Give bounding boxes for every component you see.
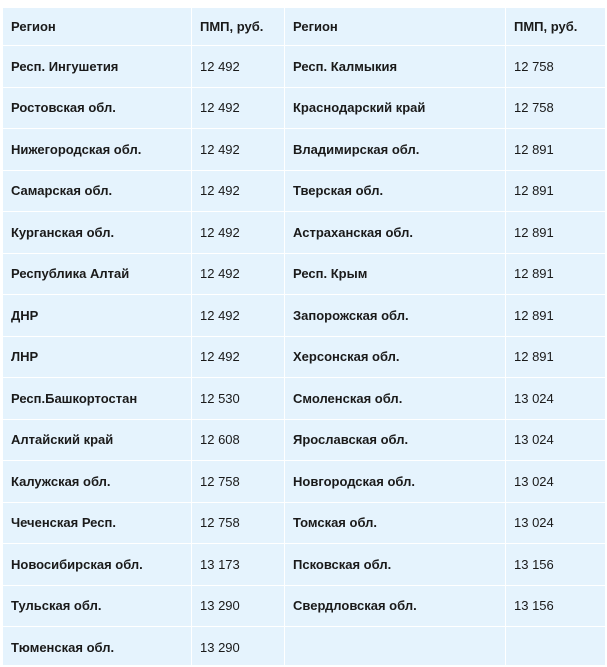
cell-pmp-left: 12 758 <box>192 502 285 544</box>
cell-pmp-right: 12 891 <box>506 129 606 171</box>
cell-region-left: Самарская обл. <box>3 170 192 212</box>
table-row <box>3 544 606 586</box>
table-row <box>3 295 606 337</box>
cell-pmp-right: 13 024 <box>506 419 606 461</box>
cell-pmp-left: 12 492 <box>192 253 285 295</box>
cell-region-right: Новгородская обл. <box>285 461 506 503</box>
cell-pmp-right: 13 156 <box>506 585 606 627</box>
cell-region-left: Нижегородская обл. <box>3 129 192 171</box>
cell-region-right: Томская обл. <box>285 502 506 544</box>
cell-pmp-left: 12 758 <box>192 461 285 503</box>
table-row <box>3 87 606 129</box>
cell-pmp-left: 12 492 <box>192 336 285 378</box>
table-row <box>3 378 606 420</box>
header-pmp-right: ПМП, руб. <box>506 8 606 46</box>
cell-region-right: Смоленская обл. <box>285 378 506 420</box>
cell-region-left: Тульская обл. <box>3 585 192 627</box>
cell-pmp-left: 13 173 <box>192 544 285 586</box>
table-body <box>3 46 606 667</box>
table-row <box>3 129 606 171</box>
header-pmp-left: ПМП, руб. <box>192 8 285 46</box>
table-row <box>3 336 606 378</box>
cell-region-left: ДНР <box>3 295 192 337</box>
cell-pmp-right: 12 891 <box>506 170 606 212</box>
cell-pmp-right: 13 024 <box>506 502 606 544</box>
cell-region-right: Владимирская обл. <box>285 129 506 171</box>
cell-pmp-right: 13 156 <box>506 544 606 586</box>
cell-region-right: Респ. Калмыкия <box>285 46 506 88</box>
cell-pmp-left: 12 492 <box>192 170 285 212</box>
cell-region-right: Тверская обл. <box>285 170 506 212</box>
cell-region-right: Херсонская обл. <box>285 336 506 378</box>
cell-pmp-right: 12 891 <box>506 253 606 295</box>
cell-pmp-right: 13 024 <box>506 461 606 503</box>
cell-region-left: Респ.Башкортостан <box>3 378 192 420</box>
cell-pmp-right: 12 758 <box>506 87 606 129</box>
cell-region-right: Свердловская обл. <box>285 585 506 627</box>
cell-pmp-right: 12 891 <box>506 295 606 337</box>
cell-pmp-right: 12 758 <box>506 46 606 88</box>
header-region-right: Регион <box>285 8 506 46</box>
cell-region-left: Калужская обл. <box>3 461 192 503</box>
cell-pmp-right: 12 891 <box>506 212 606 254</box>
cell-pmp-left: 12 492 <box>192 295 285 337</box>
table-row <box>3 46 606 88</box>
cell-region-right: Ярославская обл. <box>285 419 506 461</box>
table-row <box>3 419 606 461</box>
cell-region-left: Новосибирская обл. <box>3 544 192 586</box>
cell-region-right: Астраханская обл. <box>285 212 506 254</box>
table-row <box>3 627 606 667</box>
cell-pmp-left: 12 492 <box>192 129 285 171</box>
cell-region-left: Чеченская Респ. <box>3 502 192 544</box>
cell-pmp-right <box>506 627 606 667</box>
cell-pmp-left: 12 492 <box>192 87 285 129</box>
cell-region-right: Респ. Крым <box>285 253 506 295</box>
cell-pmp-right: 13 024 <box>506 378 606 420</box>
cell-pmp-left: 12 608 <box>192 419 285 461</box>
table-row <box>3 502 606 544</box>
cell-region-right: Краснодарский край <box>285 87 506 129</box>
cell-region-left: Курганская обл. <box>3 212 192 254</box>
cell-pmp-left: 13 290 <box>192 585 285 627</box>
table-row <box>3 461 606 503</box>
cell-pmp-left: 12 530 <box>192 378 285 420</box>
cell-region-left: Респ. Ингушетия <box>3 46 192 88</box>
table-row <box>3 170 606 212</box>
cell-region-right: Псковская обл. <box>285 544 506 586</box>
cell-region-left: Ростовская обл. <box>3 87 192 129</box>
cell-pmp-left: 13 290 <box>192 627 285 667</box>
cell-region-left: ЛНР <box>3 336 192 378</box>
cell-region-right <box>285 627 506 667</box>
cell-region-right: Запорожская обл. <box>285 295 506 337</box>
table-row <box>3 212 606 254</box>
cell-region-left: Тюменская обл. <box>3 627 192 667</box>
cell-pmp-left: 12 492 <box>192 212 285 254</box>
cell-pmp-left: 12 492 <box>192 46 285 88</box>
table-row <box>3 585 606 627</box>
table-header-row <box>3 8 606 46</box>
cell-region-left: Алтайский край <box>3 419 192 461</box>
header-region-left: Регион <box>3 8 192 46</box>
cell-pmp-right: 12 891 <box>506 336 606 378</box>
table-row <box>3 253 606 295</box>
pmp-table <box>2 7 606 667</box>
cell-region-left: Республика Алтай <box>3 253 192 295</box>
